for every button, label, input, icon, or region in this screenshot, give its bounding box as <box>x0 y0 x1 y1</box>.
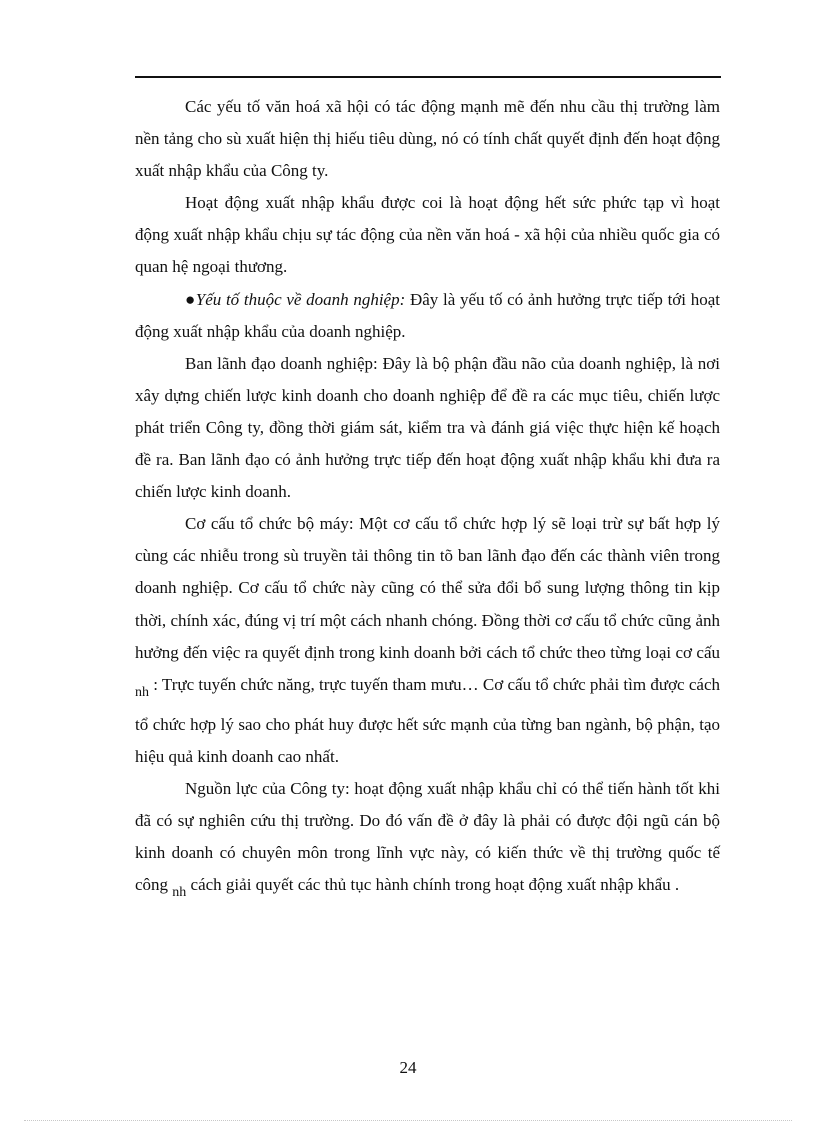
paragraph-culture-impact <box>135 91 720 187</box>
paragraph-text: Ban lãnh đạo doanh nghiệp: Đây là bộ phận đầu não của doanh nghiệp, là nơi xây dựng chiến lược kinh doanh cho doanh nghiệp để đề ra các mục tiêu, chiến lược phát triển Công ty, đồng thời giám sát, kiểm tra và đánh giá việc thực hiện kế hoạch đề ra. Ban lãnh đạo có ảnh hưởng trực tiếp đến hoạt động xuất nhập khẩu khi đưa ra chiến lược kinh doanh. <box>135 353 720 502</box>
section-lead: Yếu tố thuộc về doanh nghiệp: <box>195 289 406 309</box>
bullet-icon: ● <box>185 289 196 309</box>
header-rule <box>135 76 721 78</box>
footer-dotted-rule <box>24 1120 792 1121</box>
paragraph-text: Đây là yếu tố có ảnh hưởng trực tiếp tới hoạt động xuất nhập khẩu của doanh nghiệp. <box>135 289 720 341</box>
paragraph-complexity <box>135 187 720 283</box>
subscript-fragment: nh <box>172 885 187 901</box>
paragraph-text: Nguồn lực của Công ty: hoạt động xuất nhập khẩu chỉ có thể tiến hành tốt khi đã có sự nghiên cứu thị trường. Do đó vấn đề ở đây là phải có được đội ngũ cán bộ kinh doanh có chuyên môn trong lĩnh vực này, có kiến thức về thị trường quốc tế công <box>135 778 720 895</box>
paragraph-resources <box>135 773 720 909</box>
paragraph-text: Hoạt động xuất nhập khẩu được coi là hoạt động hết sức phức tạp vì hoạt động xuất nhập khẩu chịu sự tác động của nền văn hoá - xã hội của nhiều quốc gia có quan hệ ngoại thương. <box>135 193 720 277</box>
page-body <box>135 91 720 909</box>
subscript-fragment: nh <box>135 684 149 700</box>
paragraph-leadership <box>135 348 720 508</box>
paragraph-enterprise-factors <box>135 284 720 348</box>
paragraph-text: cách giải quyết các thủ tục hành chính trong hoạt động xuất nhập khẩu . <box>186 875 680 895</box>
page-number: 24 <box>399 1058 417 1077</box>
paragraph-org-structure <box>135 508 720 773</box>
paragraph-text: Các yếu tố văn hoá xã hội có tác động mạnh mẽ đến nhu cầu thị trường làm nền tảng cho sù xuất hiện thị hiếu tiêu dùng, nó có tính chất quyết định đến hoạt động xuất nhập khẩu của Công ty. <box>135 97 720 181</box>
paragraph-text: Cơ cấu tổ chức bộ máy: Một cơ cấu tổ chức hợp lý sẽ loại trừ sự bất hợp lý cùng các nhiễu trong sù truyền tải thông tin tõ ban lãnh đạo đến các thành viên trong doanh nghiệp. Cơ cấu tổ chức này cũng có thể sửa đổi bổ sung lượng thông tin kịp thời, chính xác, đúng vị trí một cách nhanh chóng. Đồng thời cơ cấu tổ chức cũng ảnh hưởng đến việc ra quyết định trong kinh doanh bởi cách tổ chức theo từng loại cơ cấu <box>135 514 720 662</box>
paragraph-text: : Trực tuyến chức năng, trực tuyến tham mưu… Cơ cấu tổ chức phải tìm được cách tổ chức hợp lý sao cho phát huy được hết sức mạnh của từng ban ngành, bộ phận, tạo hiệu quả kinh doanh cao nhất. <box>135 674 720 766</box>
